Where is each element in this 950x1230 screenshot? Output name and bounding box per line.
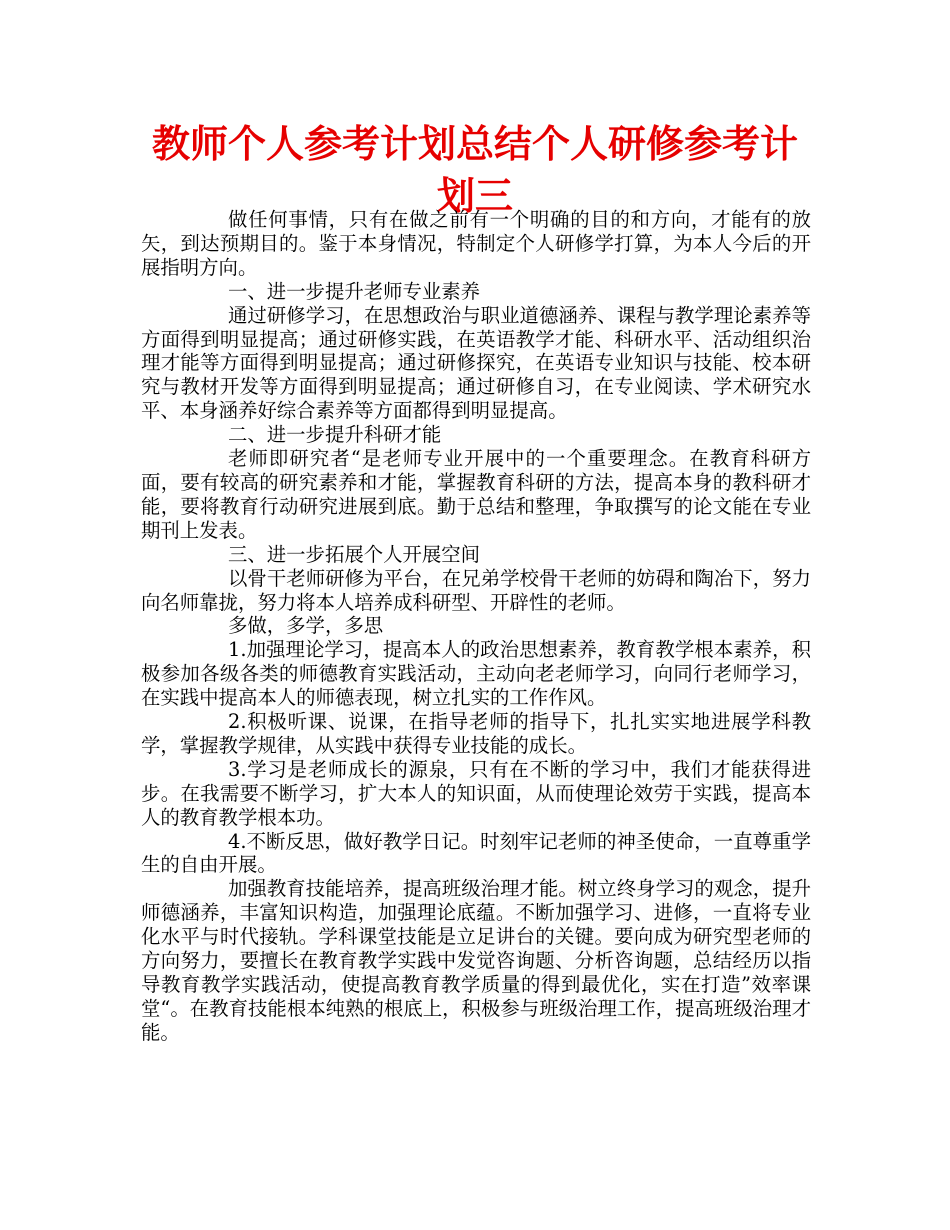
section-heading-2: 二、进一步提升科研才能 [228, 423, 442, 447]
paragraph-section-1: 通过研修学习，在思想政治与职业道德涵养、课程与教学理论素养等方面得到明显提高；通过研修实践，在英语教学才能、科研水平、活动组织治理才能等方面得到明显提高；通过研修探究，在英语专业知识与技能、校本研究与教材开发等方面得到明显提高；通过研修自习，在专业阅读、学术研究水平、本身涵养好综合素养等方面都得到明显提高。 [141, 303, 811, 423]
list-item-1: 1.加强理论学习，提高本人的政治思想素养，教育教学根本素养，积极参加各级各类的师德教育实践活动，主动向老老师学习，向同行老师学习，在实践中提高本人的师德表现，树立扎实的工作作风。 [141, 638, 811, 710]
section-heading-3: 三、进一步拓展个人开展空间 [228, 542, 481, 566]
paragraph-closing: 加强教育技能培养，提高班级治理才能。树立终身学习的观念，提升师德涵养，丰富知识构造，加强理论底蕴。不断加强学习、进修，一直将专业化水平与时代接轨。学科课堂技能是立足讲台的关键。要向成为研究型老师的方向努力，要擅长在教育教学实践中发觉咨询题、分析咨询题，总结经历以指导教育教学实践活动，使提高教育教学质量的得到最优化，实在打造”效率课堂“。在教育技能根本纯熟的根底上，积极参与班级治理工作，提高班级治理才能。 [141, 877, 811, 1044]
section-heading-1: 一、进一步提升老师专业素养 [228, 279, 481, 303]
paragraph-section-3: 以骨干老师研修为平台，在兄弟学校骨干老师的妨碍和陶冶下，努力向名师靠拢，努力将本人培养成科研型、开辟性的老师。 [141, 566, 811, 614]
paragraph-section-2: 老师即研究者“是老师专业开展中的一个重要理念。在教育科研方面，要有较高的研究素养和才能，掌握教育科研的方法，提高本身的教科研才能，要将教育行动研究进展到底。勤于总结和整理，争取撰写的论文能在专业期刊上发表。 [141, 447, 811, 542]
document-body [141, 208, 811, 1045]
list-item-3: 3.学习是老师成长的源泉，只有在不断的学习中，我们才能获得进步。在我需要不断学习，扩大本人的知识面，从而使理论效劳于实践，提高本人的教育教学根本功。 [141, 757, 811, 829]
list-item-4: 4.不断反思，做好教学日记。时刻牢记老师的神圣使命，一直尊重学生的自由开展。 [141, 829, 811, 877]
subheading-do-learn-think: 多做，多学，多思 [228, 614, 384, 638]
paragraph-intro: 做任何事情，只有在做之前有一个明确的目的和方向，才能有的放矢，到达预期目的。鉴于本身情况，特制定个人研修学打算，为本人今后的开展指明方向。 [141, 208, 811, 279]
list-item-2: 2.积极听课、说课，在指导老师的指导下，扎扎实实地进展学科教学，掌握教学规律，从实践中获得专业技能的成长。 [141, 710, 811, 757]
document-title: 教师个人参考计划总结个人研修参考计划三 [151, 122, 798, 218]
